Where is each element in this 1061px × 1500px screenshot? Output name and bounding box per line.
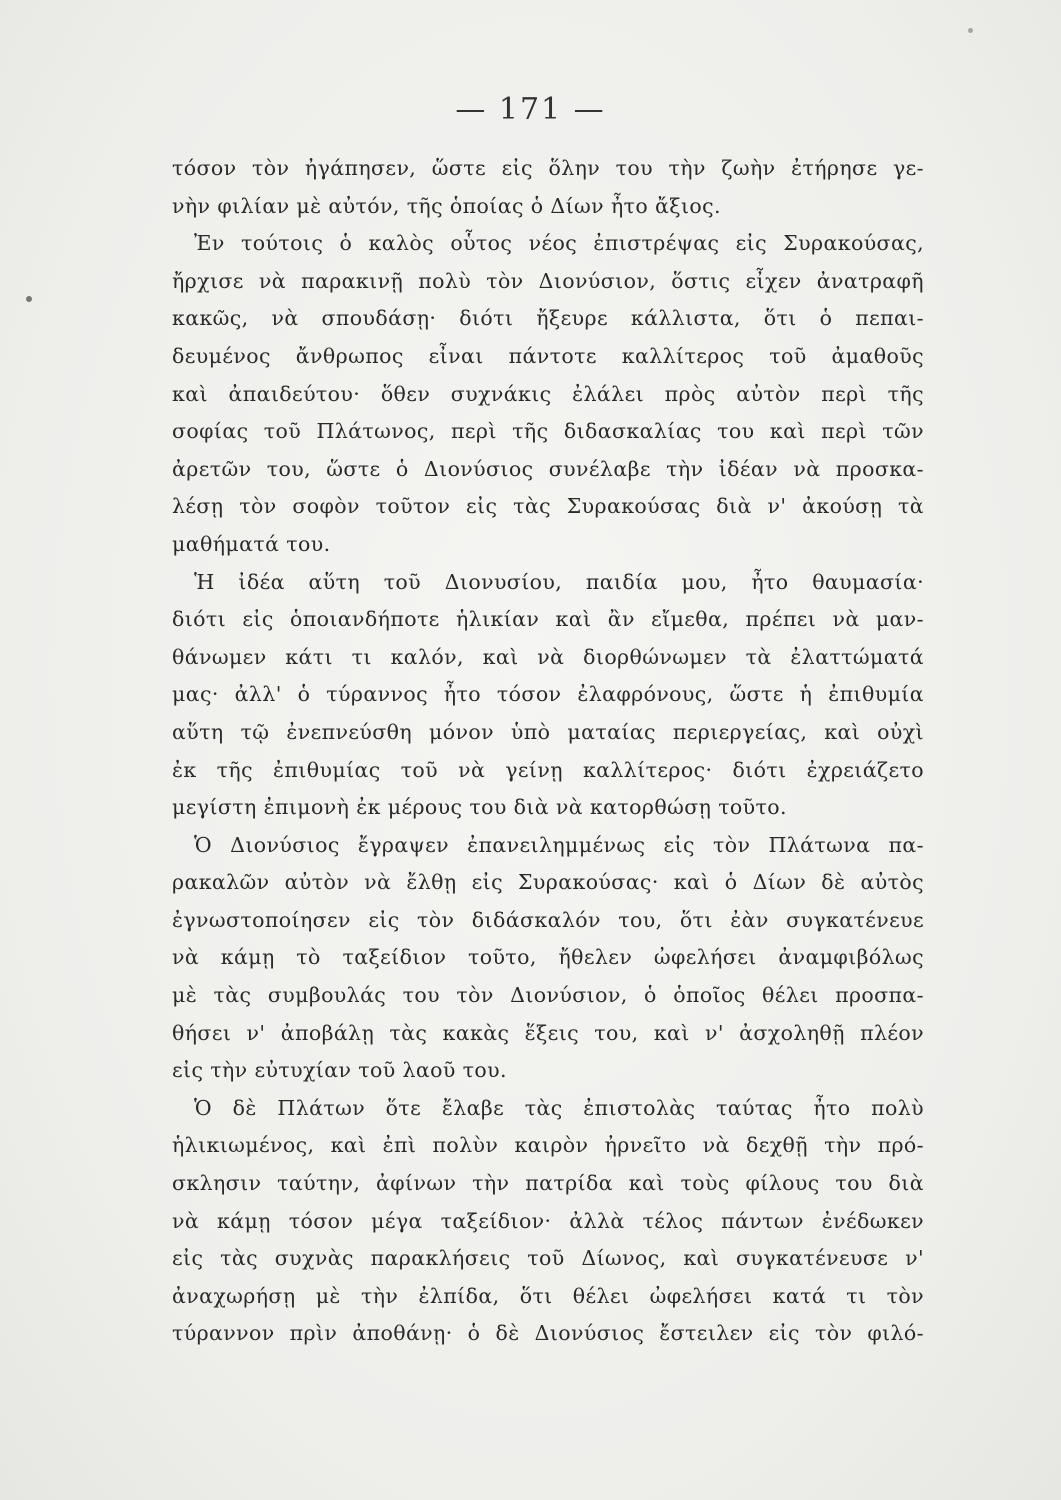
text-line: θήσει ν' ἀποβάλῃ τὰς κακὰς ἕξεις του, καὶ ν' ἀσχοληθῇ πλέον bbox=[172, 1020, 924, 1045]
text-line: εἰς τὰς συχνὰς παρακλήσεις τοῦ Δίωνος, καὶ συγκατένευσε ν' bbox=[172, 1246, 924, 1271]
text-line: ρακαλῶν αὐτὸν νὰ ἔλθῃ εἰς Συρακούσας· καὶ ὁ Δίων δὲ αὐτὸς bbox=[172, 870, 924, 895]
text-line: θάνωμεν κάτι τι καλόν, καὶ νὰ διορθώνωμεν τὰ ἐλαττώματά bbox=[172, 644, 924, 669]
text-line: τύραννον πρὶν ἀποθάνῃ· ὁ δὲ Διονύσιος ἔστειλεν εἰς τὸν φιλό- bbox=[172, 1321, 924, 1346]
text-line: ἀναχωρήσῃ μὲ τὴν ἐλπίδα, ὅτι θέλει ὠφελήσει κατά τι τὸν bbox=[172, 1283, 924, 1308]
text-line: Ὁ Διονύσιος ἔγραψεν ἐπανειλημμένως εἰς τὸν Πλάτωνα πα- bbox=[194, 832, 924, 857]
text-line: ἐκ τῆς ἐπιθυμίας τοῦ νὰ γείνῃ καλλίτερος· διότι ἐχρειάζετο bbox=[172, 757, 924, 782]
text-line: διότι εἰς ὁποιανδήποτε ἡλικίαν καὶ ἂν εἴμεθα, πρέπει νὰ μαν- bbox=[172, 607, 924, 632]
text-line: λέσῃ τὸν σοφὸν τοῦτον εἰς τὰς Συρακούσας διὰ ν' ἀκούσῃ τὰ bbox=[172, 494, 924, 519]
text-line: εἰς τὴν εὐτυχίαν τοῦ λαοῦ του. bbox=[172, 1058, 507, 1083]
text-line: αὕτη τῷ ἐνεπνεύσθη μόνον ὑπὸ ματαίας περιεργείας, καὶ οὐχὶ bbox=[172, 719, 924, 744]
text-line: κακῶς, νὰ σπουδάσῃ· διότι ἤξευρε κάλλιστα, ὅτι ὁ πεπαι- bbox=[172, 306, 924, 331]
text-line: μας· ἀλλ' ὁ τύραννος ἦτο τόσον ἐλαφρόνους, ὥστε ἡ ἐπιθυμία bbox=[172, 682, 924, 707]
text-line: μὲ τὰς συμβουλάς του τὸν Διονύσιον, ὁ ὁποῖος θέλει προσπα- bbox=[172, 983, 924, 1008]
text-line: ἐγνωστοποίησεν εἰς τὸν διδάσκαλόν του, ὅτι ἐὰν συγκατένευε bbox=[172, 907, 924, 932]
page-spot-2 bbox=[968, 28, 973, 33]
page-number: — 171 — bbox=[455, 92, 606, 127]
text-line: Ἐν τούτοις ὁ καλὸς οὗτος νέος ἐπιστρέψας εἰς Συρακούσας, bbox=[194, 231, 924, 256]
text-line: μαθήματά του. bbox=[172, 531, 331, 556]
text-line: δευμένος ἄνθρωπος εἶναι πάντοτε καλλίτερος τοῦ ἀμαθοῦς bbox=[172, 343, 924, 368]
text-line: τόσον τὸν ἠγάπησεν, ὥστε εἰς ὅλην του τὴν ζωὴν ἐτήρησε γε- bbox=[172, 156, 924, 180]
body-text bbox=[172, 150, 924, 1353]
text-line: σοφίας τοῦ Πλάτωνος, περὶ τῆς διδασκαλίας του καὶ περὶ τῶν bbox=[172, 419, 924, 444]
text-line: νὰ κάμῃ τὸ ταξείδιον τοῦτο, ἤθελεν ὠφελήσει ἀναμφιβόλως bbox=[172, 945, 924, 970]
text-line: ἀρετῶν του, ὥστε ὁ Διονύσιος συνέλαβε τὴν ἰδέαν νὰ προσκα- bbox=[172, 456, 924, 481]
text-line: νὰ κάμῃ τόσον μέγα ταξείδιον· ἀλλὰ τέλος πάντων ἐνέδωκεν bbox=[172, 1208, 924, 1233]
text-line: Ἡ ἰδέα αὕτη τοῦ Διονυσίου, παιδία μου, ἦτο θαυμασία· bbox=[194, 569, 924, 594]
text-line: καὶ ἀπαιδεύτου· ὅθεν συχνάκις ἐλάλει πρὸς αὐτὸν περὶ τῆς bbox=[172, 381, 924, 406]
text-line: μεγίστη ἐπιμονὴ ἐκ μέρους του διὰ νὰ κατορθώσῃ τοῦτο. bbox=[172, 795, 787, 820]
text-line: ἡλικιωμένος, καὶ ἐπὶ πολὺν καιρὸν ἠρνεῖτο νὰ δεχθῇ τὴν πρό- bbox=[172, 1133, 924, 1158]
text-line: νὴν φιλίαν μὲ αὐτόν, τῆς ὁποίας ὁ Δίων ἦτο ἄξιος. bbox=[172, 193, 721, 218]
text-line: Ὁ δὲ Πλάτων ὅτε ἔλαβε τὰς ἐπιστολὰς ταύτας ἦτο πολὺ bbox=[194, 1095, 924, 1120]
text-line: σκλησιν ταύτην, ἀφίνων τὴν πατρίδα καὶ τοὺς φίλους του διὰ bbox=[172, 1171, 924, 1196]
page-spot-1 bbox=[26, 296, 32, 302]
text-line: ἤρχισε νὰ παρακινῇ πολὺ τὸν Διονύσιον, ὅστις εἶχεν ἀνατραφῆ bbox=[172, 268, 924, 293]
